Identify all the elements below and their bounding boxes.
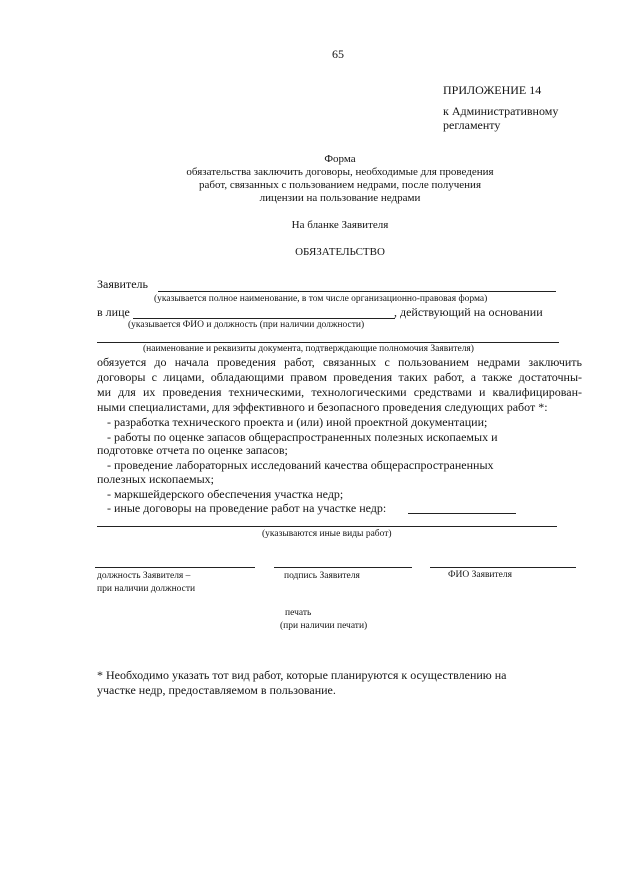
footnote-line-2: участке недр, предоставляемом в пользование. bbox=[97, 683, 336, 697]
document-title: ОБЯЗАТЕЛЬСТВО bbox=[295, 246, 385, 258]
basis-field-line bbox=[97, 342, 559, 343]
footnote-line-1: * Необходимо указать тот вид работ, которые планируются к осуществлению на bbox=[97, 668, 507, 682]
work-item-2-cont: подготовке отчета по оценке запасов; bbox=[97, 443, 288, 457]
person-hint: (указывается ФИО и должность (при наличии должности) bbox=[128, 320, 365, 330]
form-header-line-4: лицензии на пользование недрами bbox=[259, 192, 421, 204]
form-header-line-1: Форма bbox=[324, 153, 356, 165]
work-item-3: - проведение лабораторных исследований качества общераспространенных bbox=[107, 458, 494, 472]
other-works-inline-line bbox=[408, 513, 516, 514]
person-tail: , действующий на основании bbox=[394, 305, 543, 319]
name-caption: ФИО Заявителя bbox=[448, 570, 512, 580]
page-number: 65 bbox=[332, 47, 344, 61]
work-item-2: - работы по оценке запасов общераспространенных полезных ископаемых и bbox=[107, 430, 498, 444]
appendix-line-2: регламенту bbox=[443, 118, 501, 132]
name-signature-line bbox=[430, 567, 576, 568]
basis-hint: (наименование и реквизиты документа, подтверждающие полномочия Заявителя) bbox=[143, 344, 474, 354]
seal-label: печать bbox=[285, 608, 312, 618]
signature-caption: подпись Заявителя bbox=[284, 571, 360, 581]
position-signature-line bbox=[95, 567, 255, 568]
position-caption-2: при наличии должности bbox=[97, 584, 196, 594]
work-item-3-cont: полезных ископаемых; bbox=[97, 472, 214, 486]
position-caption-1: должность Заявителя – bbox=[97, 571, 191, 581]
person-field-line bbox=[133, 318, 395, 319]
body-line-1: обязуется до начала проведения работ, связанных с пользованием недрами заключить bbox=[97, 355, 582, 369]
blank-note: На бланке Заявителя bbox=[291, 219, 389, 231]
body-line-4: ными специалистами, для эффективного и безопасного проведения следующих работ *: bbox=[97, 400, 548, 414]
signature-line bbox=[274, 567, 412, 568]
other-works-field-line bbox=[97, 526, 557, 527]
form-header-line-3: работ, связанных с пользованием недрами, после получения bbox=[199, 179, 481, 191]
other-works-hint: (указываются иные виды работ) bbox=[262, 529, 392, 539]
appendix-title: ПРИЛОЖЕНИЕ 14 bbox=[443, 83, 542, 97]
body-line-3: ми для их проведения техническими, технологическими средствами и квалифицирован- bbox=[97, 385, 582, 399]
appendix-line-1: к Административному bbox=[443, 104, 559, 118]
applicant-hint: (указывается полное наименование, в том числе организационно-правовая форма) bbox=[154, 294, 488, 304]
applicant-label: Заявитель bbox=[97, 277, 148, 291]
form-header-line-2: обязательства заключить договоры, необходимые для проведения bbox=[186, 166, 494, 178]
person-label: в лице bbox=[97, 305, 130, 319]
work-item-1: - разработка технического проекта и (или) иной проектной документации; bbox=[107, 415, 488, 429]
applicant-field-line bbox=[158, 291, 556, 292]
work-item-4: - маркшейдерского обеспечения участка недр; bbox=[107, 487, 344, 501]
work-item-5: - иные договоры на проведение работ на участке недр: bbox=[107, 501, 387, 515]
seal-hint: (при наличии печати) bbox=[280, 621, 368, 631]
body-line-2: договоры с лицами, обладающими правом проведения таких работ, а также достаточны- bbox=[97, 370, 582, 384]
